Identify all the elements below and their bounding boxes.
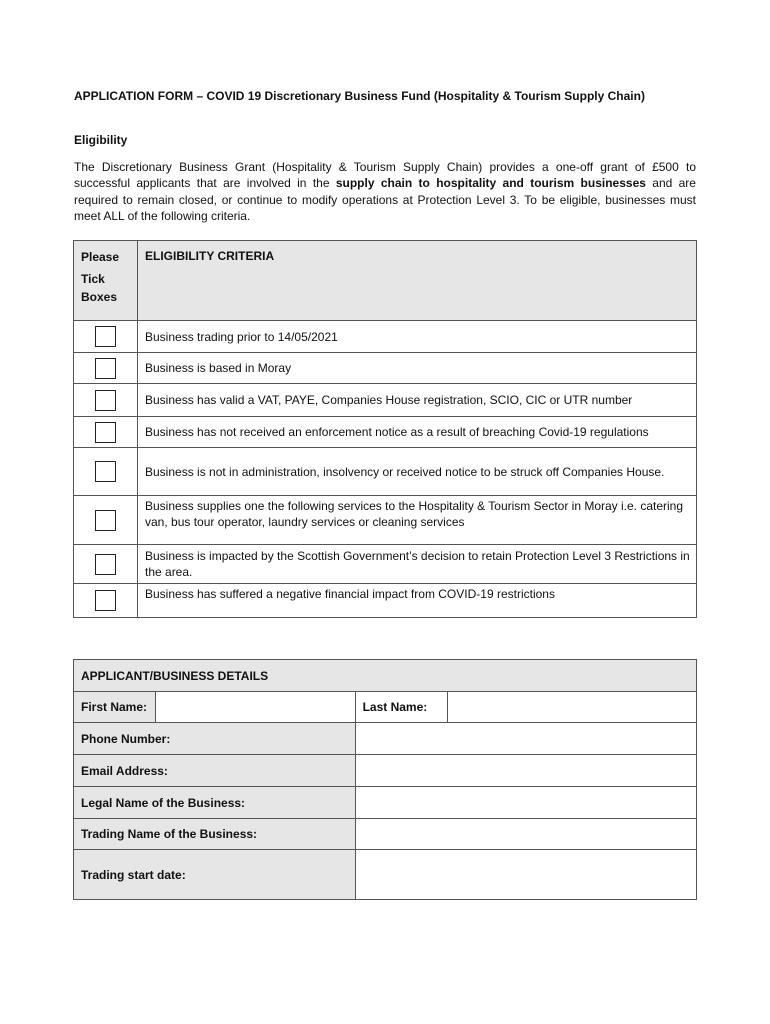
criteria-text-6: Business supplies one the following services to the Hospitality & Tourism Sector in Moray i.e. catering van, bus tour operator, laundry services or cleaning services <box>138 496 697 545</box>
criteria-header-row <box>74 241 697 321</box>
criteria-text-3: Business has valid a VAT, PAYE, Companies House registration, SCIO, CIC or UTR number <box>138 384 697 417</box>
phone-number-field[interactable] <box>355 723 696 755</box>
tick-header-line1: Please <box>81 250 120 264</box>
name-row <box>74 692 697 723</box>
trading-start-date-label: Trading start date: <box>74 850 356 900</box>
criteria-row <box>74 384 697 417</box>
criteria-text-7: Business is impacted by the Scottish Government’s decision to retain Protection Level 3 Restrictions in the area. <box>138 545 697 584</box>
criteria-text-2: Business is based in Moray <box>138 353 697 384</box>
criteria-row <box>74 584 697 618</box>
eligibility-heading: Eligibility <box>74 133 128 147</box>
criteria-text-4: Business has not received an enforcement notice as a result of breaching Covid-19 regulations <box>138 417 697 448</box>
legal-name-field[interactable] <box>355 787 696 819</box>
tick-header-line2: Tick <box>81 272 105 286</box>
tick-boxes-header <box>74 241 138 321</box>
criteria-text-8: Business has suffered a negative financial impact from COVID-19 restrictions <box>138 584 697 618</box>
email-address-field[interactable] <box>355 755 696 787</box>
intro-text-2: and are required to remain closed, or continue to modify operations at Protection Level 3. To be eligible, businesses must meet ALL of the following criteria. <box>74 176 696 224</box>
eligibility-intro <box>74 159 696 225</box>
criteria-text-1: Business trading prior to 14/05/2021 <box>138 321 697 353</box>
applicant-details-table <box>73 659 697 900</box>
criteria-row <box>74 353 697 384</box>
phone-row <box>74 723 697 755</box>
criteria-checkbox-5[interactable] <box>95 461 116 482</box>
phone-number-label: Phone Number: <box>74 723 356 755</box>
first-name-label: First Name: <box>74 692 156 723</box>
eligibility-criteria-table <box>73 240 697 618</box>
trading-name-label: Trading Name of the Business: <box>74 819 356 850</box>
trading-start-date-field[interactable] <box>355 850 696 900</box>
last-name-field[interactable] <box>448 692 697 723</box>
criteria-checkbox-2[interactable] <box>95 358 116 379</box>
criteria-checkbox-8[interactable] <box>95 590 116 611</box>
form-title: APPLICATION FORM – COVID 19 Discretionary Business Fund (Hospitality & Tourism Supply Chain) <box>74 89 645 103</box>
intro-text-1: The Discretionary Business Grant (Hospitality & Tourism Supply Chain) provides a one-off grant of £500 to successful applicants that are involved in the <box>74 160 696 191</box>
criteria-row <box>74 496 697 545</box>
criteria-row <box>74 417 697 448</box>
trading-name-field[interactable] <box>355 819 696 850</box>
criteria-row <box>74 545 697 584</box>
legal-name-row <box>74 787 697 819</box>
criteria-header: ELIGIBILITY CRITERIA <box>138 241 697 321</box>
criteria-row <box>74 448 697 496</box>
trading-name-row <box>74 819 697 850</box>
criteria-checkbox-4[interactable] <box>95 422 116 443</box>
email-address-label: Email Address: <box>74 755 356 787</box>
details-header: APPLICANT/BUSINESS DETAILS <box>74 660 697 692</box>
criteria-checkbox-7[interactable] <box>95 554 116 575</box>
details-header-row <box>74 660 697 692</box>
tick-header-line3: Boxes <box>81 290 118 304</box>
legal-name-label: Legal Name of the Business: <box>74 787 356 819</box>
criteria-checkbox-1[interactable] <box>95 326 116 347</box>
intro-text-bold: supply chain to hospitality and tourism businesses <box>335 176 646 191</box>
criteria-checkbox-3[interactable] <box>95 390 116 411</box>
trading-start-row <box>74 850 697 900</box>
criteria-text-5: Business is not in administration, insolvency or received notice to be struck off Companies House. <box>138 448 697 496</box>
email-row <box>74 755 697 787</box>
last-name-label: Last Name: <box>355 692 448 723</box>
criteria-checkbox-6[interactable] <box>95 510 116 531</box>
criteria-row <box>74 321 697 353</box>
first-name-field[interactable] <box>155 692 355 723</box>
